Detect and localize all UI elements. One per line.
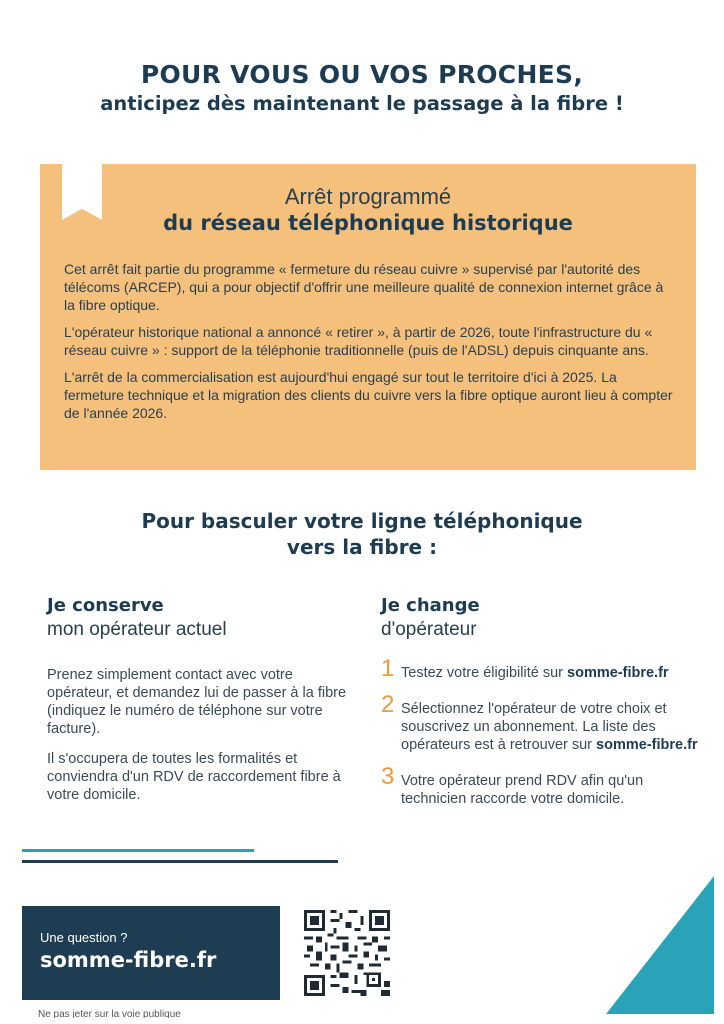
- website-link[interactable]: somme-fibre.fr: [567, 665, 669, 681]
- keep-operator-heading: Je conserve: [47, 595, 164, 616]
- notice-paragraph: L'opérateur historique national a annoncé « retirer », à partir de 2026, toute l'infrastructure du « réseau cuivre » : support de la téléphonie traditionnelle (puis de l'ADSL) depuis cinquante ans.: [64, 324, 653, 358]
- step-number: 3: [381, 763, 395, 790]
- change-operator-column: [381, 594, 701, 826]
- notice-title-bold: du réseau téléphonique historique: [163, 211, 573, 235]
- step-number: 2: [381, 691, 395, 718]
- notice-paragraph: L'arrêt de la commercialisation est aujourd'hui engagé sur tout le territoire d'ici à 2025. La fermeture technique et la migration des clients du cuivre vers la fibre optique auront lieu à compter de l'année 2026.: [64, 369, 673, 421]
- qr-code-icon[interactable]: [304, 910, 390, 996]
- step-text: Votre opérateur prend RDV afin qu'un technicien raccorde votre domicile.: [401, 773, 644, 807]
- step-text: Testez votre éligibilité sur: [401, 665, 563, 681]
- contact-box: [22, 906, 280, 1000]
- contact-question: Une question ?: [40, 930, 128, 945]
- step-text: Sélectionnez l'opérateur de votre choix et souscrivez un abonnement. La liste des opérateurs est à retrouver sur: [401, 701, 667, 753]
- step-item: [381, 763, 701, 808]
- section-title-line: vers la fibre :: [286, 535, 438, 559]
- notice-body: [64, 260, 676, 431]
- section-title-line: Pour basculer votre ligne téléphonique: [141, 509, 583, 533]
- steps-list: [381, 655, 701, 808]
- footer-note: Ne pas jeter sur la voie publique: [38, 1009, 181, 1018]
- keep-operator-subheading: mon opérateur actuel: [47, 619, 227, 640]
- keep-operator-paragraph: Prenez simplement contact avec votre opérateur, et demandez lui de passer à la fibre (indiquez le numéro de téléphone sur votre facture).: [47, 667, 347, 737]
- step-item: [381, 655, 701, 682]
- contact-website-link[interactable]: somme-fibre.fr: [40, 948, 217, 972]
- section-title: [0, 508, 724, 560]
- change-operator-subheading: d'opérateur: [381, 619, 477, 640]
- step-item: [381, 691, 701, 754]
- divider-teal: [22, 849, 254, 852]
- page-title: POUR VOUS OU VOS PROCHES,: [140, 60, 584, 89]
- notice-title-light: Arrêt programmé: [284, 184, 452, 209]
- change-operator-heading: Je change: [381, 595, 480, 616]
- notice-paragraph: Cet arrêt fait partie du programme « fermeture du réseau cuivre » supervisé par l'autorité des télécoms (ARCEP), qui a pour objectif d'offrir une meilleure qualité de connexion internet grâce à la fibre optique.: [64, 261, 664, 313]
- divider-navy: [22, 860, 338, 863]
- keep-operator-text: [47, 666, 347, 804]
- keep-operator-paragraph: Il s'occupera de toutes les formalités et conviendra d'un RDV de raccordement fibre à votre domicile.: [47, 751, 341, 803]
- step-number: 1: [381, 655, 395, 682]
- decorative-triangle: [606, 876, 714, 1014]
- notice-box: [40, 164, 696, 470]
- page-subtitle: anticipez dès maintenant le passage à la fibre !: [100, 92, 624, 115]
- website-link[interactable]: somme-fibre.fr: [596, 737, 698, 753]
- keep-operator-column: [47, 594, 347, 816]
